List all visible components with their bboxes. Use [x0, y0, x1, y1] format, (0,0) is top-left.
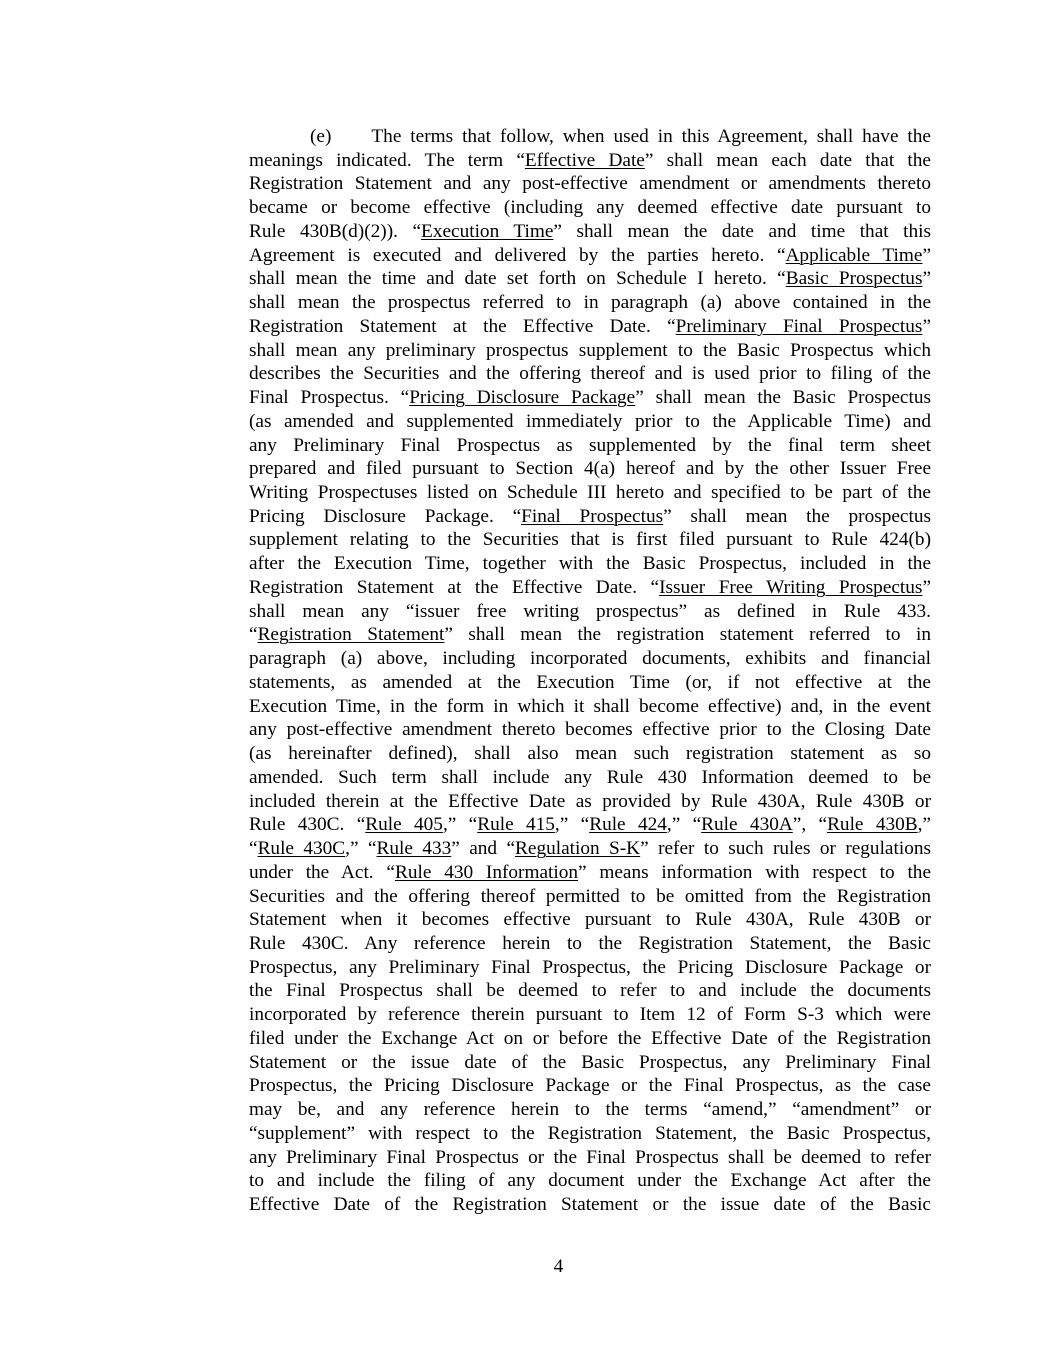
text-line	[249, 1027, 931, 1051]
defined-term: Rule 430 Information	[394, 861, 578, 883]
text-run: The terms that follow, when used in this Agreement, shall have the	[371, 126, 931, 147]
text-run: ,” “	[345, 838, 377, 860]
defined-term: Rule 430C	[257, 838, 346, 860]
text-run: may be, and any reference herein to the terms “amend,” “amendment” or	[249, 1099, 931, 1121]
text-run: Securities and the offering thereof permitted to be omitted from the Registration	[249, 885, 931, 907]
text-line	[249, 623, 931, 647]
text-run: Final Prospectus. “	[249, 387, 410, 409]
text-run: Prospectus, any Preliminary Final Prospectus, the Pricing Disclosure Package or	[249, 956, 931, 978]
text-line	[249, 790, 931, 814]
text-run: Prospectus, the Pricing Disclosure Package or the Final Prospectus, as the case	[249, 1075, 931, 1097]
text-run: incorporated by reference therein pursuant to Item 12 of Form S-3 which were	[249, 1004, 931, 1026]
text-run: statements, as amended at the Execution Time (or, if not effective at the	[249, 671, 931, 693]
text-line	[249, 125, 931, 149]
text-run: Effective Date of the Registration Statement or the issue date of the Basic	[249, 1194, 931, 1216]
text-line	[249, 410, 931, 434]
text-run: ” shall mean the date and time that this	[553, 220, 931, 242]
text-run: the Final Prospectus shall be deemed to refer to and include the documents	[249, 980, 931, 1002]
text-run: (as hereinafter defined), shall also mean such registration statement as so	[249, 743, 931, 765]
defined-term: Pricing Disclosure Package	[409, 387, 636, 409]
text-run: Statement or the issue date of the Basic Prospectus, any Preliminary Final	[249, 1051, 931, 1073]
text-line	[249, 457, 931, 481]
text-run: “	[249, 838, 258, 860]
text-run: became or become effective (including any deemed effective date pursuant to	[249, 197, 931, 219]
text-run: (as amended and supplemented immediately prior to the Applicable Time) and	[249, 410, 931, 432]
defined-term: Rule 405	[365, 814, 443, 836]
text-run: Rule 430B(d)(2)). “	[249, 220, 422, 242]
text-run: Registration Statement at the Effective Date. “	[249, 576, 660, 598]
text-run: ” and “	[451, 838, 516, 860]
text-run: any post-effective amendment thereto becomes effective prior to the Closing Date	[249, 719, 931, 741]
text-run: “supplement” with respect to the Registration Statement, the Basic Prospectus,	[249, 1122, 931, 1144]
text-line	[249, 291, 931, 315]
text-line	[249, 600, 931, 624]
text-run: ” shall mean each date that the	[644, 149, 931, 171]
text-run: Writing Prospectuses listed on Schedule III hereto and specified to be part of the	[249, 482, 931, 504]
text-run: ”, “	[792, 814, 828, 836]
defined-term: Execution Time	[421, 220, 554, 242]
text-run: shall mean any “issuer free writing prospectus” as defined in Rule 433.	[249, 600, 931, 622]
text-run: shall mean the time and date set forth on Schedule I hereto. “	[249, 268, 786, 290]
text-run: any Preliminary Final Prospectus or the Final Prospectus shall be deemed to refer	[249, 1146, 931, 1168]
text-line	[249, 1074, 931, 1098]
text-line	[249, 695, 931, 719]
text-run: under the Act. “	[249, 861, 395, 883]
text-line	[249, 339, 931, 363]
text-run: paragraph (a) above, including incorporated documents, exhibits and financial	[249, 648, 931, 670]
text-run: Execution Time, in the form in which it shall become effective) and, in the event	[249, 695, 931, 717]
defined-term: Preliminary Final Prospectus	[675, 315, 923, 337]
text-run: Rule 430C. Any reference herein to the Registration Statement, the Basic	[249, 932, 931, 954]
defined-term: Rule 415	[477, 814, 555, 836]
text-line	[249, 434, 931, 458]
text-line	[249, 481, 931, 505]
text-run: any Preliminary Final Prospectus as supplemented by the final term sheet	[249, 434, 931, 456]
text-run: supplement relating to the Securities that is first filed pursuant to Rule 424(b)	[249, 529, 931, 551]
text-run: ” shall mean the Basic Prospectus	[635, 387, 931, 409]
defined-term: Rule 433	[376, 838, 452, 860]
defined-term: Registration Statement	[257, 624, 445, 646]
text-run: ,”	[917, 814, 931, 836]
text-line	[249, 1051, 931, 1075]
text-run: ”	[922, 268, 932, 290]
text-run: ,” “	[666, 814, 702, 836]
text-line	[249, 362, 931, 386]
text-line	[249, 956, 931, 980]
text-line	[249, 647, 931, 671]
text-run: ”	[922, 576, 931, 598]
text-line	[249, 932, 931, 956]
text-line	[249, 1193, 931, 1217]
text-run: prepared and filed pursuant to Section 4(a) hereof and by the other Issuer Free	[249, 458, 931, 480]
text-run: ” shall mean the registration statement referred to in	[444, 624, 931, 646]
text-line	[249, 172, 931, 196]
text-run: “	[249, 624, 258, 646]
text-line	[249, 244, 931, 268]
text-run: meanings indicated. The term “	[249, 149, 525, 171]
text-line	[249, 528, 931, 552]
text-line	[249, 576, 931, 600]
defined-term: Rule 430B	[827, 814, 918, 836]
text-line	[249, 220, 931, 244]
text-run: amended. Such term shall include any Rule 430 Information deemed to be	[249, 766, 931, 788]
text-run: ” refer to such rules or regulations	[640, 838, 931, 860]
text-run: after the Execution Time, together with the Basic Prospectus, included in the	[249, 553, 931, 575]
text-line	[249, 196, 931, 220]
text-run: to and include the filing of any document under the Exchange Act after the	[249, 1170, 931, 1192]
text-run: shall mean the prospectus referred to in paragraph (a) above contained in the	[249, 292, 931, 314]
text-line	[249, 979, 931, 1003]
text-run: Rule 430C. “	[249, 814, 366, 836]
text-run: shall mean any preliminary prospectus supplement to the Basic Prospectus which	[249, 339, 931, 361]
text-line	[249, 1146, 931, 1170]
text-line	[249, 718, 931, 742]
text-line	[249, 552, 931, 576]
defined-term: Basic Prospectus	[785, 268, 923, 290]
text-line	[249, 885, 931, 909]
text-line	[249, 671, 931, 695]
text-run: Registration Statement at the Effective Date. “	[249, 315, 676, 337]
text-line	[249, 1122, 931, 1146]
text-line	[249, 315, 931, 339]
text-line	[249, 861, 931, 885]
defined-term: Rule 430A	[701, 814, 793, 836]
text-line	[249, 386, 931, 410]
text-run: included therein at the Effective Date as provided by Rule 430A, Rule 430B or	[249, 790, 931, 812]
defined-term: Final Prospectus	[521, 505, 664, 527]
text-run: ”	[922, 244, 931, 266]
text-run: ” means information with respect to the	[578, 861, 931, 883]
text-line	[249, 1098, 931, 1122]
text-line	[249, 267, 931, 291]
text-line	[249, 813, 931, 837]
text-line	[249, 908, 931, 932]
text-run: describes the Securities and the offering thereof and is used prior to filing of the	[249, 363, 931, 385]
paragraph-e-definitions	[249, 125, 931, 1217]
defined-term: Effective Date	[524, 149, 645, 171]
text-line	[249, 1169, 931, 1193]
text-line	[249, 742, 931, 766]
text-run: ”	[922, 315, 931, 337]
text-run: ,” “	[554, 814, 590, 836]
defined-term: Regulation S-K	[515, 838, 641, 860]
text-run: Statement when it becomes effective pursuant to Rule 430A, Rule 430B or	[249, 909, 931, 931]
text-line	[249, 149, 931, 173]
text-line	[249, 505, 931, 529]
text-run: Agreement is executed and delivered by the parties hereto. “	[249, 244, 786, 266]
text-run: filed under the Exchange Act on or before the Effective Date of the Registration	[249, 1027, 931, 1049]
defined-term: Issuer Free Writing Prospectus	[659, 576, 923, 598]
text-run: Registration Statement and any post-effective amendment or amendments thereto	[249, 173, 931, 195]
text-line	[249, 837, 931, 861]
text-line	[249, 1003, 931, 1027]
text-run: ,” “	[442, 814, 478, 836]
paragraph-label: (e)	[310, 126, 332, 147]
defined-term: Applicable Time	[785, 244, 923, 266]
text-run: ” shall mean the prospectus	[663, 505, 931, 527]
defined-term: Rule 424	[589, 814, 667, 836]
text-run: Pricing Disclosure Package. “	[249, 505, 522, 527]
text-line	[249, 766, 931, 790]
page-number: 4	[553, 1256, 564, 1277]
